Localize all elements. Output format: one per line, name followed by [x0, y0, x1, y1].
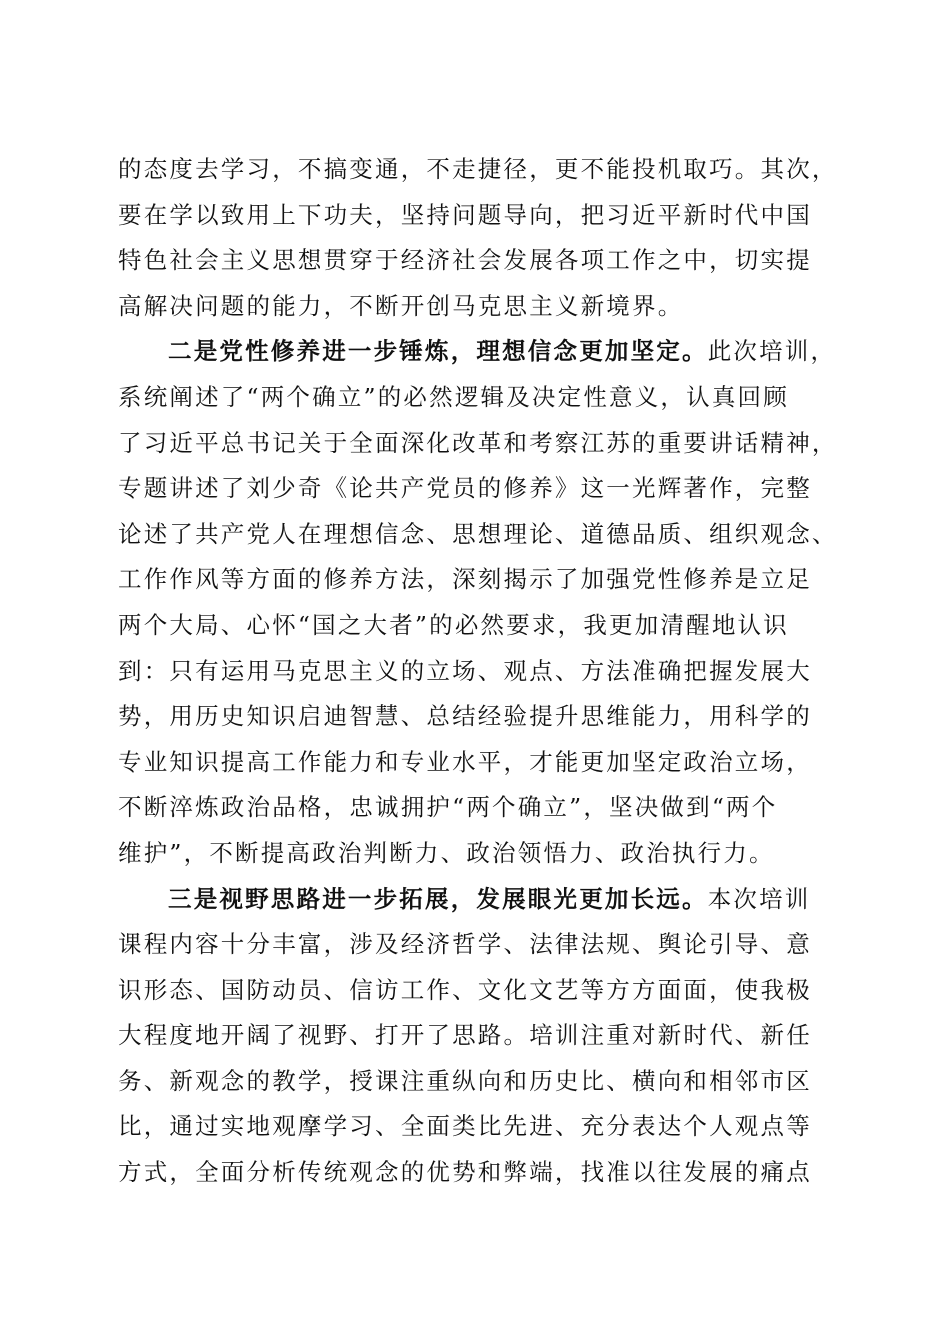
- text-line: 工作作风等方面的修养方法，深刻揭示了加强党性修养是立足: [118, 565, 812, 594]
- text-line: 专题讲述了刘少奇《论共产党员的修养》这一光辉著作，完整: [118, 474, 812, 503]
- text-line: 系统阐述了“两个确立”的必然逻辑及决定性意义，认真回顾: [118, 382, 789, 411]
- text-line: 课程内容十分丰富，涉及经济哲学、法律法规、舆论引导、意: [118, 930, 812, 959]
- document-page: [118, 147, 838, 1196]
- text-line: 势，用历史知识启迪智慧、总结经验提升思维能力，用科学的: [118, 702, 812, 731]
- text-line: 的态度去学习，不搞变通，不走捷径，更不能投机取巧。其次，: [118, 155, 838, 183]
- paragraph-heading: 三是视野思路进一步拓展，发展眼光更加长远。: [168, 884, 708, 913]
- paragraph-vision: [118, 877, 830, 1196]
- paragraph-heading: 二是党性修养进一步锤炼，理想信念更加坚定。: [168, 337, 708, 366]
- text-run: 此次培训，: [707, 337, 837, 366]
- text-line: 维护”，不断提高政治判断力、政治领悟力、政治执行力。: [118, 838, 775, 867]
- text-line: 务、新观念的教学，授课注重纵向和历史比、横向和相邻市区: [118, 1066, 812, 1095]
- text-line: 了习近平总书记关于全面深化改革和考察江苏的重要讲话精神，: [118, 428, 838, 457]
- text-line: 论述了共产党人在理想信念、思想理论、道德品质、组织观念、: [118, 519, 838, 548]
- paragraph-party-spirit: [118, 329, 838, 876]
- text-line: 识形态、国防动员、信访工作、文化文艺等方方面面，使我极: [118, 975, 812, 1004]
- text-line: 比，通过实地观摩学习、全面类比先进、充分表达个人观点等: [118, 1112, 812, 1141]
- text-line: 大程度地开阔了视野、打开了思路。培训注重对新时代、新任: [118, 1021, 812, 1050]
- text-line: 不断淬炼政治品格，忠诚拥护“两个确立”，坚决做到“两个: [118, 793, 778, 822]
- text-line: 专业知识提高工作能力和专业水平，才能更加坚定政治立场，: [118, 747, 812, 776]
- text-run: 本次培训: [707, 884, 811, 913]
- paragraph-first-line: [118, 877, 830, 923]
- text-line: 两个大局、心怀“国之大者”的必然要求，我更加清醒地认识: [118, 610, 789, 639]
- text-line: 高解决问题的能力，不断开创马克思主义新境界。: [118, 291, 684, 320]
- text-line: 要在学以致用上下功夫，坚持问题导向，把习近平新时代中国: [118, 200, 812, 229]
- text-line: 方式，全面分析传统观念的优势和弊端，找准以往发展的痛点: [118, 1158, 812, 1187]
- text-line: 到：只有运用马克思主义的立场、观点、方法准确把握发展大: [118, 656, 812, 685]
- paragraph-continuation: [118, 147, 838, 329]
- paragraph-first-line: [118, 329, 837, 375]
- text-line: 特色社会主义思想贯穿于经济社会发展各项工作之中，切实提: [118, 246, 812, 275]
